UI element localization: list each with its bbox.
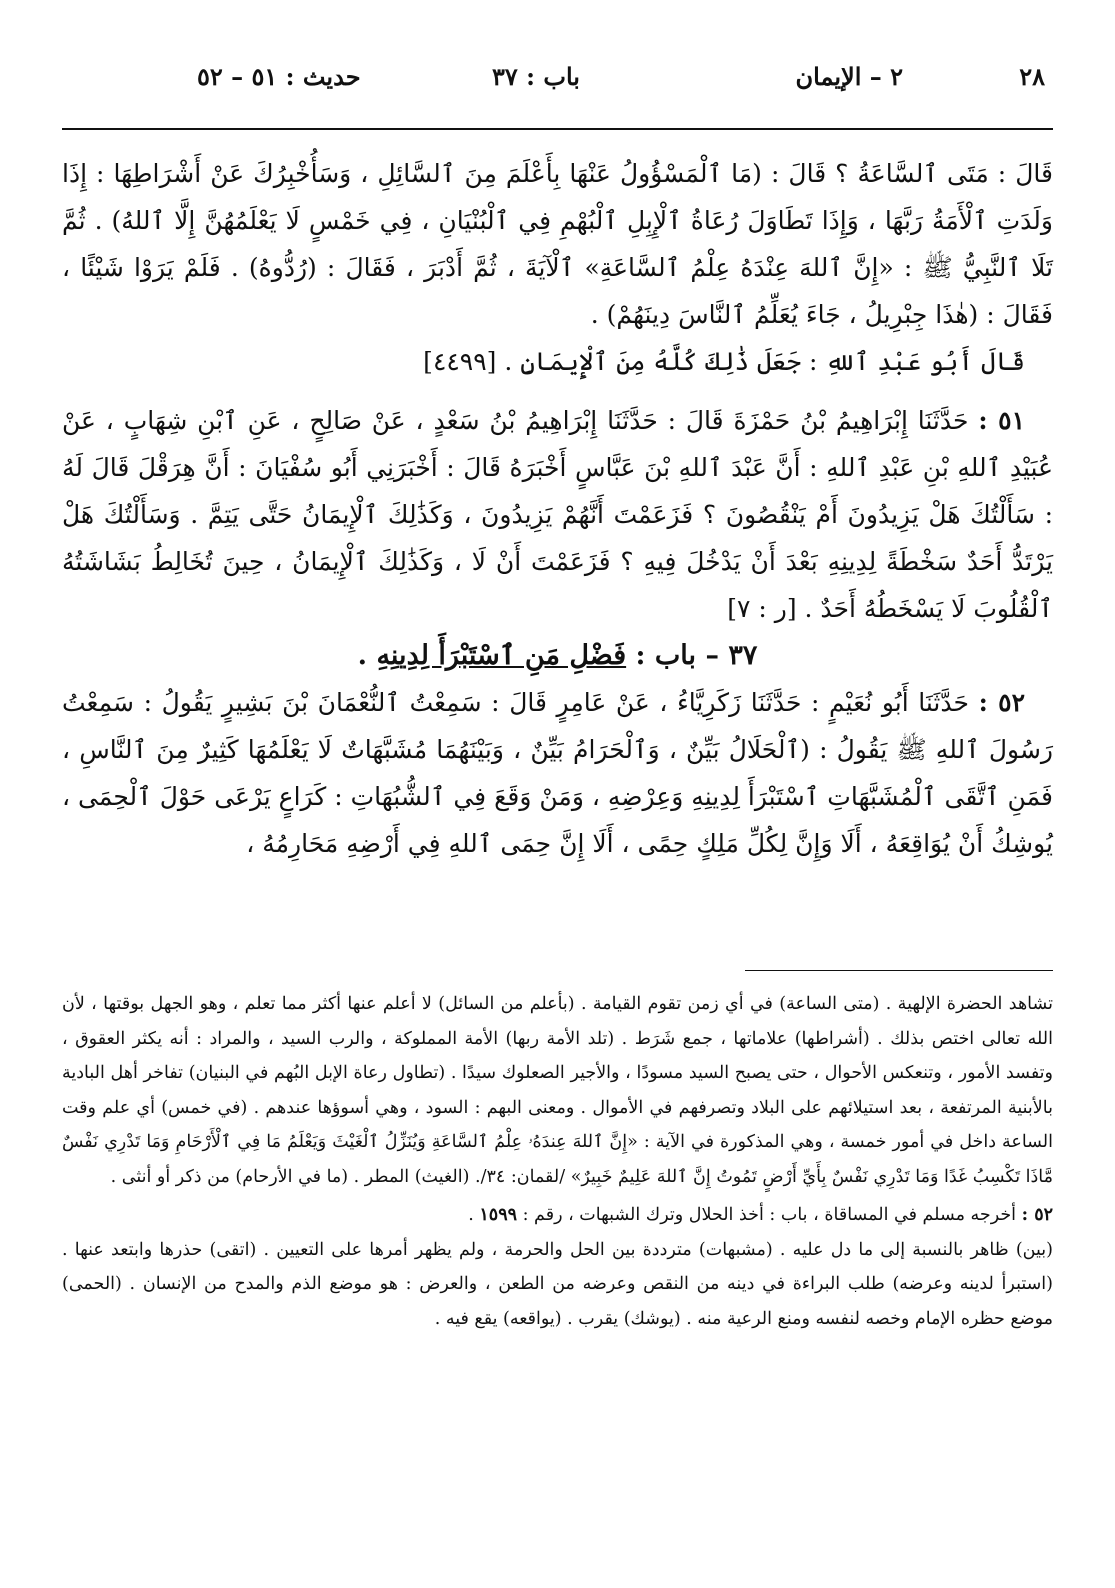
header-rule bbox=[62, 128, 1053, 130]
footnote-hadith-52-glossary: (بين) ظاهر بالنسبة إلى ما دل عليه . (مشبهات) مترددة بين الحل والحرمة ، ولم يظهر أمرها على التعيين . (اتقى) حذرها وابتعد عنها . (استبرأ لدينه وعرضه) طلب البراءة في دينه من النقص وعرضه من الطعن ، والعرض : هو موضع الذم والمدح من الإنسان . (الحمى) موضع حظره الإمام وخصه لنفسه ومنع الرعية منه . (يوشك) يقرب . (يواقعه) يقع فيه . bbox=[62, 1239, 1053, 1329]
page-number: ٢٨ bbox=[1019, 62, 1045, 91]
hadith-51 bbox=[62, 397, 1053, 632]
footnote-separator bbox=[745, 970, 1053, 971]
abu-abdullah-remark: قَالَ أَبُو عَبْدِ ٱللهِ : جَعَلَ ذَٰلِكَ كُلَّهُ مِنَ ٱلْإِيمَانِ . [٤٤٩٩] bbox=[423, 347, 1025, 376]
chapter-title: فَضْلِ مَنِ ٱسْتَبْرَأَ لِدِينِهِ bbox=[376, 640, 627, 671]
footnote-hadith-50-glossary: تشاهد الحضرة الإلهية . (متى الساعة) في أي زمن تقوم القيامة . (بأعلم من السائل) لا أعلم عنها أكثر مما تعلم ، وهو الجهل بوقتها ، لأن الله تعالى اختص بذلك . (أشراطها) علاماتها ، جمع شَرَط . (تلد الأمة ربها) الأمة المملوكة ، والرب السيد ، والمراد : أنه يكثر العقوق ، وتفسد الأمور ، وتنعكس الأحوال ، حتى يصبح السيد مسودًا ، والأجير الصعلوك سيدًا . (تطاول رعاة الإبل البُهم في البنيان) تفاخر أهل البادية بالأبنية المرتفعة ، بعد استيلائهم على البلاد وتصرفهم في الأموال . ومعنى البهم : السود ، وهي أسوؤها عندهم . (في خمس) أي علم وقت الساعة داخل في أمور خمسة ، وهي المذكورة في الآية : «إِنَّ ٱللهَ عِندَهُۥ عِلْمُ ٱلسَّاعَةِ وَيُنَزِّلُ ٱلْغَيْثَ وَيَعْلَمُ مَا فِي ٱلْأَرْحَامِ وَمَا تَدْرِي نَفْسٌ مَّاذَا تَكْسِبُ غَدًا وَمَا تَدْرِي نَفْسٌ بِأَيِّ أَرْضٍ تَمُوتُ إِنَّ ٱللهَ عَلِيمٌ خَبِيرٌ» /لقمان: ٣٤/. (الغيث) المطر . (ما في الأرحام) من ذكر أو أنثى . bbox=[62, 994, 1053, 1187]
chapter-reference: باب : ٣٧ bbox=[492, 62, 580, 91]
chapter-heading: ٣٧ – باب : فَضْلِ مَنِ ٱسْتَبْرَأَ لِدِينِهِ . bbox=[357, 640, 758, 671]
footnote-hadith-52-source: ٥٢ : أخرجه مسلم في المساقاة ، باب : أخذ الحلال وترك الشبهات ، رقم : ١٥٩٩ . bbox=[468, 1205, 1053, 1225]
main-text bbox=[62, 150, 1053, 867]
hadith-range: حديث : ٥١ – ٥٢ bbox=[197, 62, 361, 91]
hadith-50-continuation: قَالَ : مَتَى ٱلسَّاعَةُ ؟ قَالَ : (مَا ٱلْمَسْؤُولُ عَنْهَا بِأَعْلَمَ مِنَ ٱلسَّائِلِ ، وَسَأُخْبِرُكَ عَنْ أَشْرَاطِهَا : إِذَا وَلَدَتِ ٱلْأَمَةُ رَبَّهَا ، وَإِذَا تَطَاوَلَ رُعَاةُ ٱلْإِبِلِ ٱلْبُهْمِ فِي ٱلْبُنْيَانِ ، فِي خَمْسٍ لَا يَعْلَمُهُنَّ إِلَّا ٱللهُ) . ثُمَّ تَلَا ٱلنَّبِيُّ ﷺ : «إِنَّ ٱللهَ عِنْدَهُ عِلْمُ ٱلسَّاعَةِ» ٱلْآيَةَ ، ثُمَّ أَدْبَرَ ، فَقَالَ : (رُدُّوهُ) . فَلَمْ يَرَوْا شَيْئًا ، فَقَالَ : (هٰذَا جِبْرِيلُ ، جَاءَ يُعَلِّمُ ٱلنَّاسَ دِينَهُمْ) . bbox=[62, 159, 1053, 329]
page-header bbox=[62, 62, 1053, 102]
hadith-52-text: حَدَّثَنَا أَبُو نُعَيْمٍ : حَدَّثَنَا زَكَرِيَّاءُ ، عَنْ عَامِرٍ قَالَ : سَمِعْتُ ٱلنُّعْمَانَ بْنَ بَشِيرٍ يَقُولُ : سَمِعْتُ رَسُولَ ٱللهِ ﷺ يَقُولُ : (ٱلْحَلَالُ بَيِّنٌ ، وَٱلْحَرَامُ بَيِّنٌ ، وَبَيْنَهُمَا مُشَبَّهَاتٌ لَا يَعْلَمُهَا كَثِيرٌ مِنَ ٱلنَّاسِ ، فَمَنِ ٱتَّقَى ٱلْمُشَبَّهَاتِ ٱسْتَبْرَأَ لِدِينِهِ وَعِرْضِهِ ، وَمَنْ وَقَعَ فِي ٱلشُّبُهَاتِ : كَرَاعٍ يَرْعَى حَوْلَ ٱلْحِمَى ، يُوشِكُ أَنْ يُوَاقِعَهُ ، أَلَا وَإِنَّ لِكُلِّ مَلِكٍ حِمًى ، أَلَا إِنَّ حِمَى ٱللهِ فِي أَرْضِهِ مَحَارِمُهُ ، bbox=[62, 688, 1053, 858]
hadith-52 bbox=[62, 679, 1053, 867]
footnotes bbox=[62, 987, 1053, 1336]
hadith-51-number: ٥١ : bbox=[978, 406, 1025, 435]
hadith-51-text: حَدَّثَنَا إِبْرَاهِيمُ بْنُ حَمْزَةَ قَالَ : حَدَّثَنَا إِبْرَاهِيمُ بْنُ سَعْدٍ ، عَنْ صَالِحٍ ، عَنِ ٱبْنِ شِهَابٍ ، عَنْ عُبَيْدِ ٱللهِ بْنِ عَبْدِ ٱللهِ : أَنَّ عَبْدَ ٱللهِ بْنَ عَبَّاسٍ أَخْبَرَهُ قَالَ : أَخْبَرَنِي أَبُو سُفْيَانَ : أَنَّ هِرَقْلَ قَالَ لَهُ : سَأَلْتُكَ هَلْ يَزِيدُونَ أَمْ يَنْقُصُونَ ؟ فَزَعَمْتَ أَنَّهُمْ يَزِيدُونَ ، وَكَذَٰلِكَ ٱلْإِيمَانُ حَتَّى يَتِمَّ . وَسَأَلْتُكَ هَلْ يَرْتَدُّ أَحَدٌ سَخْطَةً لِدِينِهِ بَعْدَ أَنْ يَدْخُلَ فِيهِ ؟ فَزَعَمْتَ أَنْ لَا ، وَكَذَٰلِكَ ٱلْإِيمَانُ ، حِينَ تُخَالِطُ بَشَاشَتُهُ ٱلْقُلُوبَ لَا يَسْخَطُهُ أَحَدٌ . [ر : ٧] bbox=[62, 406, 1054, 623]
hadith-52-number: ٥٢ : bbox=[978, 688, 1026, 717]
book-title: ٢ – الإيمان bbox=[795, 62, 903, 91]
chapter-number: ٣٧ – باب : bbox=[635, 640, 758, 671]
